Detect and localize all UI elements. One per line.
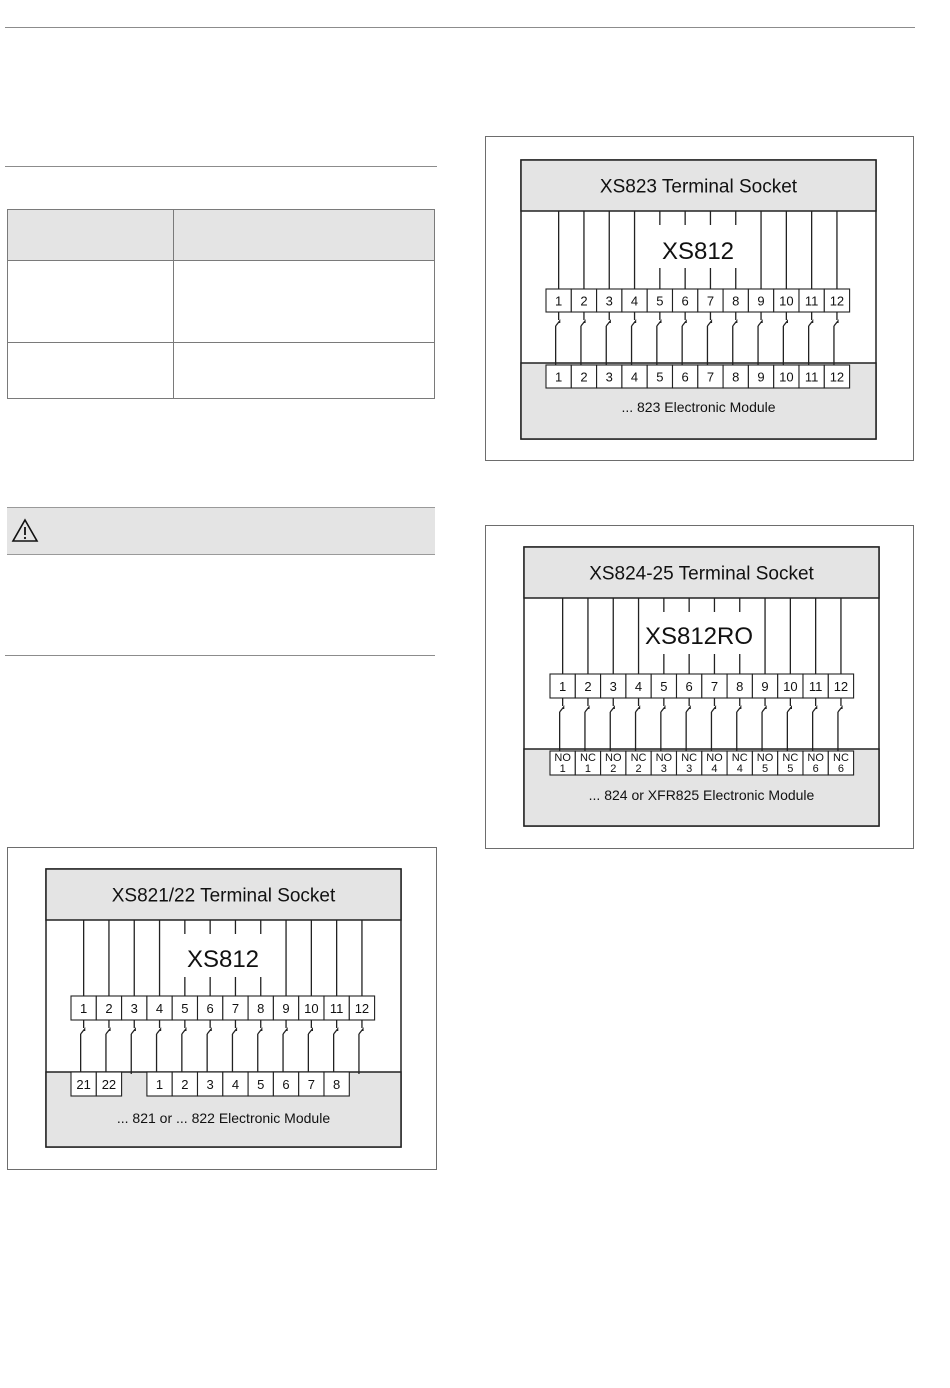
- xs821-socket-label: XS812: [186, 946, 260, 973]
- top-rule: [5, 27, 915, 28]
- xs821-top-terminal-number: 6: [206, 1001, 214, 1016]
- spec-table-column-divider: [173, 210, 174, 398]
- xs824-top-terminal-number: 2: [584, 679, 592, 694]
- xs824-bottom-terminal-type: NC: [833, 752, 849, 764]
- xs824-bottom-terminal-type: NC: [782, 752, 799, 764]
- spec-table-header: [8, 210, 434, 261]
- xs821-top-terminal-number: 4: [155, 1001, 164, 1016]
- warning-bar: [7, 507, 435, 555]
- xs823-bottom-terminal-number: 11: [804, 369, 819, 385]
- xs824-module-label: ... 824 or XFR825 Electronic Module: [588, 787, 815, 803]
- warning-triangle-icon: [11, 518, 39, 544]
- xs824-bottom-terminal-number: 4: [711, 763, 718, 775]
- xs823-module-label: ... 823 Electronic Module: [621, 399, 776, 415]
- xs823-top-terminal-number: 7: [706, 293, 715, 309]
- xs824-bottom-terminal-type: NO: [756, 752, 774, 764]
- xs824-bottom-terminal-type: NC: [731, 752, 748, 764]
- xs823-top-terminal-number: 11: [804, 293, 819, 309]
- xs823-top-terminal-number: 10: [779, 293, 794, 309]
- xs823-top-terminal-number: 4: [630, 293, 639, 309]
- xs823-bottom-terminal-number: 6: [681, 369, 689, 385]
- xs821-top-terminal-number: 3: [130, 1001, 138, 1016]
- xs821-module-label: ... 821 or ... 822 Electronic Module: [116, 1110, 331, 1126]
- xs823-frame: [485, 136, 914, 461]
- xs823-top-terminal-number: 3: [605, 293, 613, 309]
- xs823-bottom-terminal-number: 9: [757, 369, 765, 385]
- xs821-bottom-right-terminal-number: 2: [181, 1077, 189, 1092]
- xs823-top-terminal-number: 9: [757, 293, 765, 309]
- xs824-frame: [485, 525, 914, 849]
- xs821-top-terminal-number: 8: [257, 1001, 265, 1016]
- xs821-bottom-left-terminal-number: 22: [101, 1077, 117, 1092]
- xs821-top-terminal-number: 5: [181, 1001, 189, 1016]
- xs821-bottom-right-terminal-number: 6: [282, 1077, 290, 1092]
- xs824-title: XS824-25 Terminal Socket: [589, 563, 814, 585]
- xs823-top-terminal-number: 5: [656, 293, 664, 309]
- xs823-bottom-terminal-number: 8: [732, 369, 740, 385]
- xs824-bottom-terminal-number: 5: [761, 763, 769, 775]
- xs823-top-terminal-number: 2: [580, 293, 588, 309]
- xs824-top-terminal-number: 12: [833, 679, 849, 694]
- xs824-bottom-terminal-type: NO: [655, 752, 673, 764]
- xs821-bottom-left-terminal-number: 21: [76, 1077, 91, 1092]
- xs821-title: XS821/22 Terminal Socket: [111, 885, 336, 907]
- xs823-bottom-terminal-number: 4: [630, 369, 639, 385]
- xs824-bottom-terminal-number: 3: [660, 763, 667, 775]
- xs824-top-terminal-number: 7: [710, 679, 719, 694]
- xs824-top-terminal-number: 4: [634, 679, 643, 694]
- xs824-top-terminal-number: 10: [783, 679, 798, 694]
- xs821-frame: [7, 847, 437, 1170]
- xs821-top-terminal-number: 11: [329, 1001, 344, 1016]
- xs821-top-terminal-number: 12: [354, 1001, 370, 1016]
- xs824-top-terminal-number: 9: [761, 679, 769, 694]
- xs821-top-terminal-number: 7: [231, 1001, 240, 1016]
- xs824-bottom-terminal-number: 6: [837, 763, 845, 775]
- xs824-bottom-terminal-number: 4: [736, 763, 743, 775]
- xs823-bottom-terminal-number: 7: [706, 369, 715, 385]
- xs823-bottom-terminal-number: 5: [656, 369, 664, 385]
- xs824-bottom-terminal-type: NC: [681, 752, 698, 764]
- xs824-top-terminal-number: 5: [660, 679, 668, 694]
- xs823-top-terminal-number: 1: [555, 293, 563, 309]
- xs824-bottom-terminal-type: NO: [605, 752, 622, 764]
- xs824-bottom-terminal-number: 2: [610, 763, 617, 775]
- xs824-top-terminal-number: 3: [609, 679, 617, 694]
- xs824-bottom-terminal-number: 3: [686, 763, 693, 775]
- warning-end-rule: [5, 655, 435, 656]
- xs824-bottom-terminal-number: 6: [812, 763, 819, 775]
- xs824-bottom-terminal-type: NC: [580, 752, 596, 764]
- spec-table: [7, 209, 435, 399]
- xs821-bottom-right-terminal-number: 5: [257, 1077, 265, 1092]
- xs824-bottom-terminal-number: 2: [635, 763, 642, 775]
- xs821-top-terminal-number: 1: [80, 1001, 88, 1016]
- section-rule-left: [5, 166, 437, 167]
- xs824-bottom-terminal-type: NO: [706, 752, 723, 764]
- xs824-bottom-terminal-type: NC: [630, 752, 647, 764]
- xs823-title: XS823 Terminal Socket: [599, 176, 798, 198]
- xs823-bottom-terminal-number: 10: [779, 369, 794, 385]
- xs823-top-terminal-number: 12: [829, 293, 845, 309]
- xs823-bottom-terminal-number: 3: [605, 369, 613, 385]
- xs824-socket-label: XS812RO: [644, 623, 754, 650]
- spec-table-row-divider: [8, 342, 434, 343]
- xs824-top-terminal-number: 8: [736, 679, 744, 694]
- xs821-bottom-right-terminal-number: 3: [206, 1077, 214, 1092]
- xs821-bottom-right-terminal-number: 4: [231, 1077, 240, 1092]
- xs821-bottom-right-terminal-number: 8: [333, 1077, 341, 1092]
- xs823-wiring-diagram: [486, 137, 913, 460]
- xs824-bottom-terminal-type: NO: [807, 752, 824, 764]
- xs821-top-terminal-number: 10: [304, 1001, 319, 1016]
- xs821-top-terminal-number: 9: [282, 1001, 290, 1016]
- xs824-top-terminal-number: 6: [685, 679, 693, 694]
- xs823-bottom-terminal-number: 12: [829, 369, 845, 385]
- xs823-socket-label: XS812: [661, 238, 735, 265]
- xs821-top-terminal-number: 2: [105, 1001, 113, 1016]
- xs821-wiring-diagram: [8, 848, 436, 1169]
- xs824-wiring-diagram: [486, 526, 913, 848]
- xs824-bottom-terminal-number: 5: [787, 763, 794, 775]
- xs821-bottom-right-terminal-number: 7: [307, 1077, 315, 1092]
- xs824-bottom-terminal-number: 1: [559, 763, 566, 775]
- xs821-bottom-right-terminal-number: 1: [155, 1077, 164, 1092]
- xs824-top-terminal-number: 11: [808, 679, 823, 694]
- xs823-top-terminal-number: 6: [681, 293, 689, 309]
- xs823-top-terminal-number: 8: [732, 293, 740, 309]
- xs823-bottom-terminal-number: 1: [555, 369, 563, 385]
- xs823-bottom-terminal-number: 2: [580, 369, 588, 385]
- xs824-bottom-terminal-number: 1: [584, 763, 592, 775]
- xs824-bottom-terminal-type: NO: [554, 752, 571, 764]
- xs824-top-terminal-number: 1: [559, 679, 567, 694]
